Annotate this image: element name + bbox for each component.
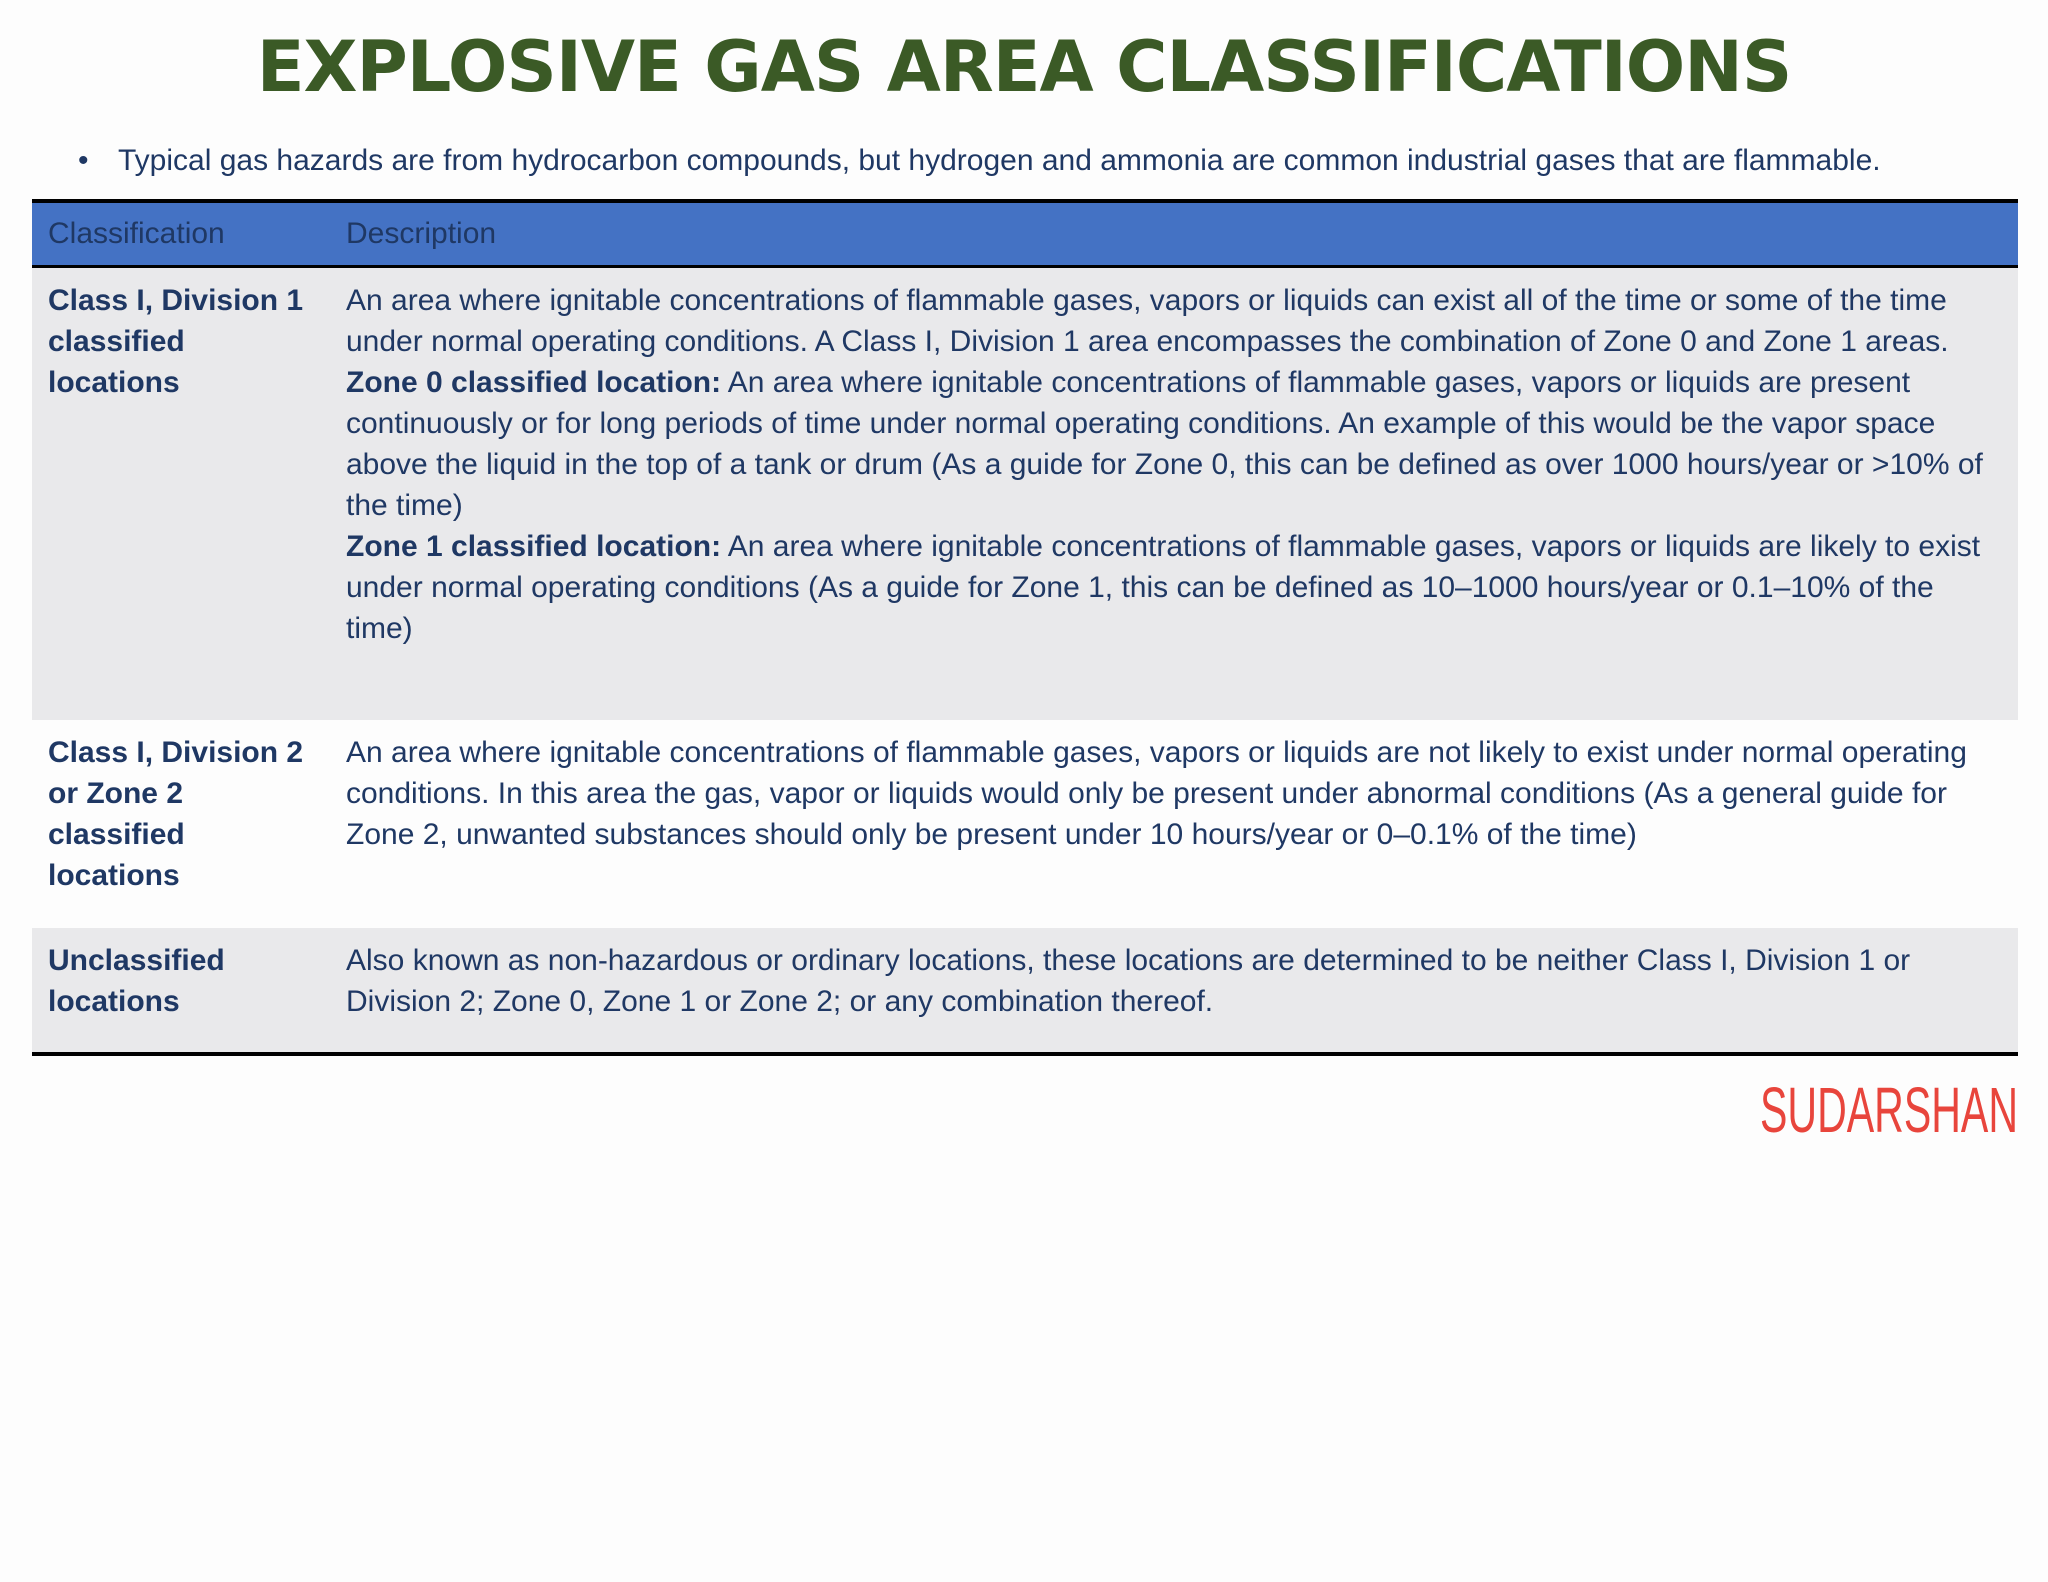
zone0-paragraph xyxy=(346,362,2002,526)
header-classification: Classification xyxy=(32,201,330,267)
classification-cell: Unclassified locations xyxy=(32,928,330,1054)
zone1-paragraph xyxy=(346,526,2002,649)
description-cell: Also known as non-hazardous or ordinary locations, these locations are determined to be neither Class I, Division 1 or Division 2; Zone 0, Zone 1 or Zone 2; or any combination thereof. xyxy=(330,928,2018,1054)
zone0-text: An area where ignitable concentrations of flammable gases, vapors or liquids are present continuously or for long periods of time under normal operating conditions. An example of this would be the vapor space above the liquid in the top of a tank or drum (As a guide for Zone 0, this can be defined as over 1000 hours/year or >10% of the time) xyxy=(346,366,1983,522)
classification-cell: Class I, Division 1 classified locations xyxy=(32,267,330,721)
description-cell xyxy=(330,267,2018,721)
sudarshan-logo xyxy=(1760,1076,2018,1144)
slide-title: EXPLOSIVE GAS AREA CLASSIFICATIONS xyxy=(256,26,1792,108)
intro-bullet xyxy=(78,140,2018,182)
table-row xyxy=(32,267,2018,721)
header-description: Description xyxy=(330,201,2018,267)
table-row xyxy=(32,720,2018,928)
bullet-dot-icon: • xyxy=(78,144,89,177)
description-text: An area where ignitable concentrations of flammable gases, vapors or liquids can exist all of the time or some of the time under normal operating conditions. A Class I, Division 1 area encompasses the combination of Zone 0 and Zone 1 areas. xyxy=(346,284,1949,358)
table-header-row xyxy=(32,201,2018,267)
table-row xyxy=(32,928,2018,1054)
logo-text: SUDARSHAN xyxy=(1760,1076,2018,1144)
zone1-label: Zone 1 classified location: xyxy=(346,530,722,563)
zone0-label: Zone 0 classified location: xyxy=(346,366,722,399)
zone1-text: An area where ignitable concentrations of flammable gases, vapors or liquids are likely to exist under normal operating conditions (As a guide for Zone 1, this can be defined as 10–1000 hours/year or 0.1–10% of the time) xyxy=(346,530,1981,645)
description-cell: An area where ignitable concentrations of flammable gases, vapors or liquids are not likely to exist under normal operating conditions. In this area the gas, vapor or liquids would only be present under abnormal conditions (As a general guide for Zone 2, unwanted substances should only be present under 10 hours/year or 0–0.1% of the time) xyxy=(330,720,2018,928)
classification-cell: Class I, Division 2 or Zone 2 classified locations xyxy=(32,720,330,928)
intro-bullet-text: Typical gas hazards are from hydrocarbon compounds, but hydrogen and ammonia are common industrial gases that are flammable. xyxy=(118,144,1881,177)
classification-table xyxy=(32,199,2018,1056)
